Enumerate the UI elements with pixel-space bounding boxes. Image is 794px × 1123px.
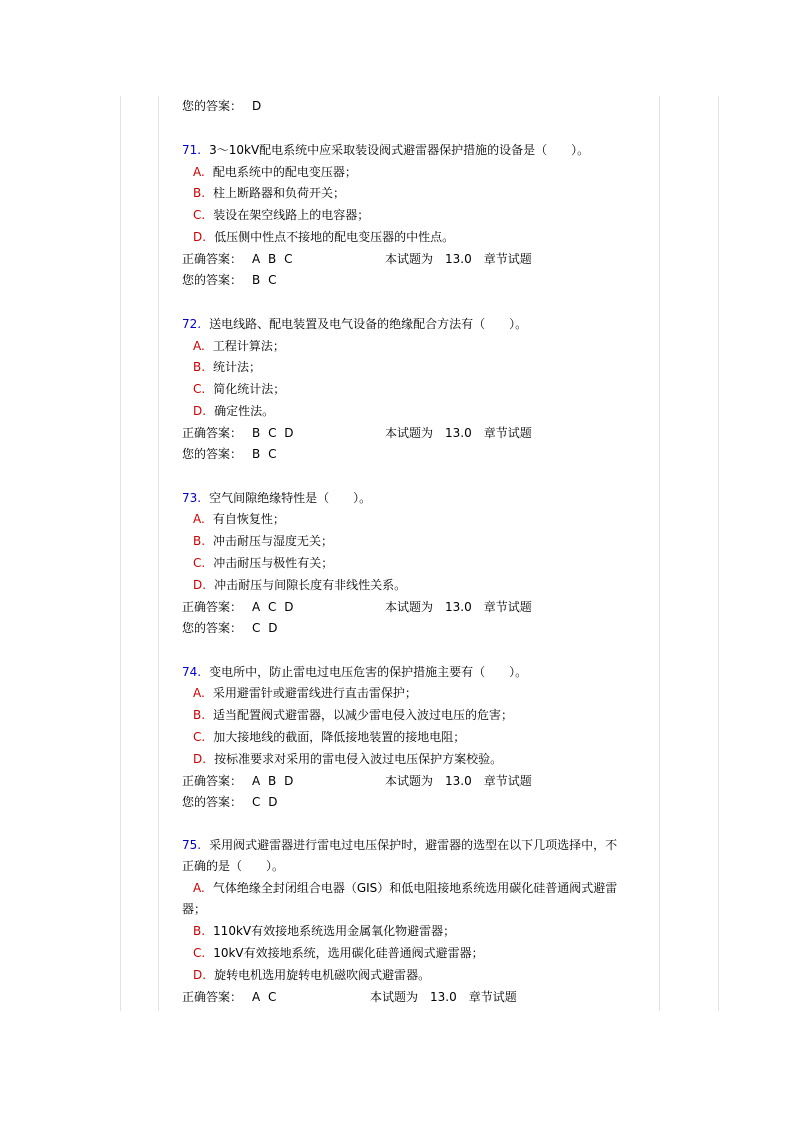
- option-letter: B.: [193, 534, 206, 548]
- your-answer-value: D: [252, 99, 264, 113]
- option-letter: D.: [193, 752, 207, 766]
- left-inner-guide: [158, 96, 159, 1011]
- question-text: 变电所中，防止雷电过电压危害的保护措施主要有（ ）。: [209, 665, 528, 679]
- option-letter: C.: [193, 556, 206, 570]
- question-number: 74.: [182, 665, 202, 679]
- option-text: 工程计算法；: [212, 339, 285, 353]
- option-text: 装设在架空线路上的电容器；: [213, 208, 370, 222]
- correct-answer-label: 正确答案：: [182, 990, 243, 1004]
- question-73-correct-row: [182, 598, 602, 616]
- question-72-option-a: [193, 337, 285, 355]
- question-text: 送电线路、配电装置及电气设备的绝缘配合方法有（ ）。: [209, 317, 528, 331]
- question-73-option-b: [193, 532, 333, 550]
- your-answer-label: 您的答案：: [182, 795, 243, 809]
- question-75-option-b: [193, 922, 455, 940]
- correct-answer-label: 正确答案：: [182, 774, 243, 788]
- correct-answer-label: 正确答案：: [182, 252, 243, 266]
- chapter-label: 章节试题: [468, 990, 517, 1004]
- question-text: 空气间隙绝缘特性是（ ）。: [209, 491, 372, 505]
- option-letter: A.: [193, 881, 205, 895]
- question-meta: [385, 424, 532, 442]
- question-meta: [370, 988, 517, 1006]
- option-letter: C.: [193, 946, 206, 960]
- your-answer-value: B C: [252, 447, 279, 461]
- question-72-option-b: [193, 358, 261, 376]
- correct-answer-value: A B C: [252, 252, 295, 266]
- correct-answer-value: A C: [252, 990, 279, 1004]
- your-answer-label: 您的答案：: [182, 273, 243, 287]
- question-75-option-a-continued: [182, 900, 206, 918]
- question-text: 3～10kV配电系统中应采取装设阀式避雷器保护措施的设备是（ ）。: [209, 143, 590, 157]
- question-number: 75.: [182, 838, 202, 852]
- question-74-your-row: [182, 793, 279, 811]
- option-letter: D.: [193, 968, 207, 982]
- left-outer-guide: [120, 96, 121, 1011]
- option-text-continued: 器；: [182, 902, 207, 916]
- your-answer-value: B C: [252, 273, 279, 287]
- chapter-label: 章节试题: [483, 252, 532, 266]
- option-letter: D.: [193, 230, 207, 244]
- right-outer-guide: [718, 96, 719, 1011]
- question-text: 采用阀式避雷器进行雷电过电压保护时，避雷器的选型在以下几项选择中，不: [209, 838, 618, 852]
- question-number: 73.: [182, 491, 202, 505]
- question-meta: [385, 598, 532, 616]
- question-75-correct-row: [182, 988, 602, 1006]
- option-text: 按标准要求对采用的雷电侵入波过电压保护方案校验。: [214, 752, 503, 766]
- option-letter: B.: [193, 924, 206, 938]
- your-answer-label: 您的答案：: [182, 99, 243, 113]
- option-text: 统计法；: [213, 360, 262, 374]
- question-71-option-a: [193, 163, 357, 181]
- score-prefix: 本试题为: [370, 990, 419, 1004]
- score-value: 13.0: [445, 426, 472, 440]
- your-answer-label: 您的答案：: [182, 447, 243, 461]
- option-letter: B.: [193, 708, 206, 722]
- question-75-option-a: [193, 879, 617, 897]
- question-72-your-row: [182, 445, 278, 463]
- question-75-option-c: [193, 944, 484, 962]
- option-text: 配电系统中的配电变压器；: [212, 165, 357, 179]
- option-letter: D.: [193, 404, 207, 418]
- option-letter: A.: [193, 512, 205, 526]
- chapter-label: 章节试题: [483, 600, 532, 614]
- question-number: 71.: [182, 143, 202, 157]
- chapter-label: 章节试题: [483, 774, 532, 788]
- option-text: 柱上断路器和负荷开关；: [213, 186, 346, 200]
- correct-answer-label: 正确答案：: [182, 600, 243, 614]
- question-74-option-c: [193, 728, 465, 746]
- option-letter: A.: [193, 339, 205, 353]
- option-text: 确定性法。: [214, 404, 275, 418]
- question-74-correct-row: [182, 772, 602, 790]
- question-74-option-a: [193, 684, 417, 702]
- option-text: 有自恢复性；: [212, 512, 285, 526]
- question-75-stem-line1: [182, 836, 617, 854]
- question-75-option-d: [193, 966, 430, 984]
- option-letter: A.: [193, 165, 205, 179]
- correct-answer-label: 正确答案：: [182, 426, 243, 440]
- prev-your-answer: [182, 97, 263, 115]
- score-value: 13.0: [445, 252, 472, 266]
- correct-answer-value: A B D: [252, 774, 296, 788]
- score-prefix: 本试题为: [385, 600, 434, 614]
- score-value: 13.0: [430, 990, 457, 1004]
- question-meta: [385, 250, 532, 268]
- score-value: 13.0: [445, 600, 472, 614]
- question-72-option-c: [193, 380, 285, 398]
- option-text: 低压侧中性点不接地的配电变压器的中性点。: [214, 230, 455, 244]
- score-value: 13.0: [445, 774, 472, 788]
- question-72-option-d: [193, 402, 274, 420]
- question-74-option-d: [193, 750, 502, 768]
- option-text: 气体绝缘全封闭组合电器（GIS）和低电阻接地系统选用碳化硅普通阀式避雷: [212, 881, 618, 895]
- question-73-option-a: [193, 510, 285, 528]
- option-text: 适当配置阀式避雷器，以减少雷电侵入波过电压的危害；: [213, 708, 514, 722]
- score-prefix: 本试题为: [385, 252, 434, 266]
- option-letter: B.: [193, 186, 206, 200]
- option-letter: D.: [193, 578, 207, 592]
- option-text: 110kV有效接地系统选用金属氧化物避雷器；: [213, 924, 456, 938]
- right-inner-guide: [659, 96, 660, 1011]
- question-71-option-d: [193, 228, 454, 246]
- score-prefix: 本试题为: [385, 426, 434, 440]
- question-73-option-c: [193, 554, 333, 572]
- option-text: 冲击耐压与湿度无关；: [213, 534, 334, 548]
- option-letter: C.: [193, 208, 206, 222]
- option-text: 冲击耐压与间隙长度有非线性关系。: [214, 578, 407, 592]
- question-75-stem-line2: [182, 857, 284, 875]
- your-answer-label: 您的答案：: [182, 621, 243, 635]
- question-73-your-row: [182, 619, 279, 637]
- option-text: 旋转电机选用旋转电机磁吹阀式避雷器。: [214, 968, 431, 982]
- option-letter: C.: [193, 382, 206, 396]
- option-letter: B.: [193, 360, 206, 374]
- option-text: 冲击耐压与极性有关；: [213, 556, 334, 570]
- option-letter: A.: [193, 686, 205, 700]
- question-74-stem: [182, 663, 527, 681]
- your-answer-value: C D: [252, 621, 280, 635]
- question-71-correct-row: [182, 250, 602, 268]
- correct-answer-value: B C D: [252, 426, 296, 440]
- correct-answer-value: A C D: [252, 600, 296, 614]
- question-71-option-c: [193, 206, 369, 224]
- option-text: 简化统计法；: [213, 382, 286, 396]
- question-74-option-b: [193, 706, 513, 724]
- option-text: 采用避雷针或避雷线进行直击雷保护；: [212, 686, 417, 700]
- option-letter: C.: [193, 730, 206, 744]
- question-71-stem: [182, 141, 589, 159]
- option-text: 10kV有效接地系统，选用碳化硅普通阀式避雷器；: [213, 946, 484, 960]
- question-71-option-b: [193, 184, 345, 202]
- question-73-stem: [182, 489, 371, 507]
- question-text-continued: 正确的是（ ）。: [182, 859, 285, 873]
- question-72-correct-row: [182, 424, 602, 442]
- score-prefix: 本试题为: [385, 774, 434, 788]
- option-text: 加大接地线的截面，降低接地装置的接地电阻；: [213, 730, 466, 744]
- question-72-stem: [182, 315, 527, 333]
- your-answer-value: C D: [252, 795, 280, 809]
- question-73-option-d: [193, 576, 406, 594]
- chapter-label: 章节试题: [483, 426, 532, 440]
- question-meta: [385, 772, 532, 790]
- question-71-your-row: [182, 271, 278, 289]
- question-number: 72.: [182, 317, 202, 331]
